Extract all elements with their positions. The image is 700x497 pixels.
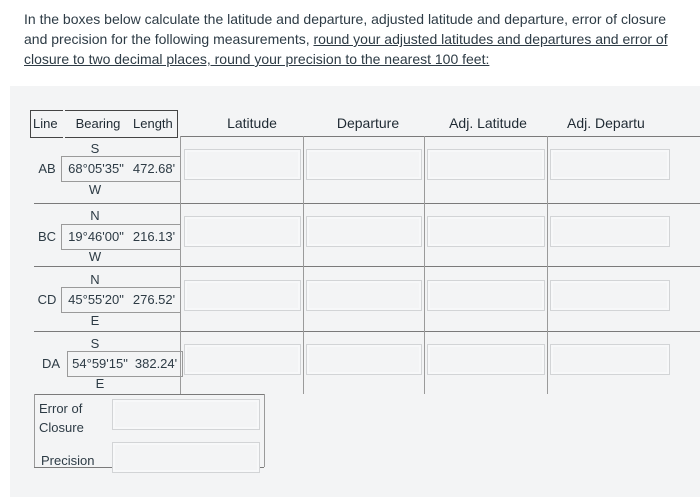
header-adj-departure: Adj. Departu [567,115,645,131]
row-ab-line: AB [38,161,56,176]
row-bc-adj-latitude-input[interactable] [427,216,545,247]
row-bc-ew: W [88,249,102,264]
row-bc-ns: N [90,208,100,223]
col-divider [264,394,265,467]
row-cd-adj-departure-input[interactable] [550,280,670,311]
error-of-closure-label [39,399,84,437]
row-divider [34,266,700,267]
error-of-closure-input[interactable] [112,399,260,430]
row-da-adj-departure-input[interactable] [550,344,670,375]
header-departure: Departure [336,115,400,131]
row-cd-ew: E [90,313,100,328]
precision-input[interactable] [112,442,260,473]
row-bc-adj-departure-input[interactable] [550,216,670,247]
row-divider [180,136,700,137]
row-ab-departure-input[interactable] [306,149,422,180]
row-bc-length: 216.13' [132,229,176,244]
row-bc-angle: 19°46'00" [68,229,124,244]
header-length: Length [131,110,178,138]
row-cd-length: 276.52' [132,292,176,307]
row-cd-ns: N [90,272,100,287]
row-ab-ns: S [90,141,100,156]
error-label-line1: Error of [39,401,83,416]
row-ab-adj-departure-input[interactable] [550,149,670,180]
instructions-underlined: round your adjusted latitudes and departures and error of closure to two decimal places, round your precision to the nearest 100 feet: [24,31,668,67]
row-divider [34,203,700,204]
row-ab-angle: 68°05'35" [68,161,124,176]
instructions-text [24,9,676,69]
row-ab-length: 472.68' [132,161,176,176]
header-line: Line [30,110,63,138]
row-cd-departure-input[interactable] [306,280,422,311]
row-da-departure-input[interactable] [306,344,422,375]
row-da-ew: E [95,376,105,391]
row-cd-latitude-input[interactable] [184,280,301,311]
col-divider [424,136,425,394]
row-ab-adj-latitude-input[interactable] [427,149,545,180]
header-latitude: Latitude [227,115,277,131]
precision-label: Precision [41,453,95,468]
error-label-line2: Closure [39,420,84,435]
measurement-table-panel [10,86,700,497]
row-bc-latitude-input[interactable] [184,216,301,247]
row-da-line: DA [41,356,61,371]
col-divider [34,394,35,467]
instructions-plain: In the boxes below calculate the latitude and departure, adjusted latitude and departure, error of closure and precision for the following measurements, [24,11,667,47]
row-da-angle: 54°59'15" [72,356,128,371]
row-cd-line: CD [37,292,57,307]
row-ab-latitude-input[interactable] [184,149,301,180]
row-da-latitude-input[interactable] [184,344,301,375]
row-bc-departure-input[interactable] [306,216,422,247]
row-da-ns: S [90,336,100,351]
header-adj-latitude: Adj. Latitude [449,115,527,131]
row-ab-ew: W [88,182,102,197]
row-cd-adj-latitude-input[interactable] [427,280,545,311]
col-divider [547,136,548,394]
row-divider [34,394,264,395]
row-divider [34,331,700,332]
col-divider [303,136,304,394]
row-cd-angle: 45°55'20" [68,292,124,307]
row-da-adj-latitude-input[interactable] [427,344,545,375]
row-da-length: 382.24' [134,356,178,371]
row-bc-line: BC [37,229,57,244]
header-bearing: Bearing [65,110,131,138]
